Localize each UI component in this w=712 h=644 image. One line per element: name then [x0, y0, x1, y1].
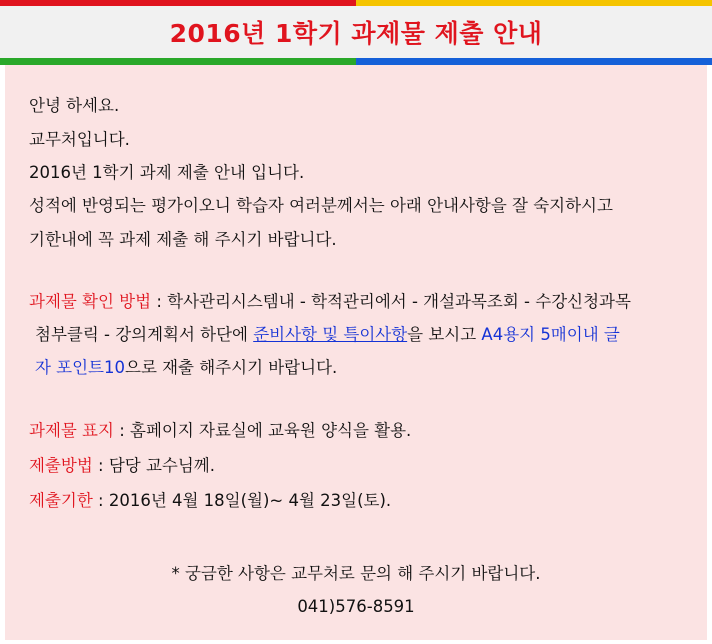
greeting-line: 안녕 하세요.	[29, 96, 120, 115]
confirm-method-attach: 첨부클릭 - 강의계획서 하단에	[35, 325, 254, 344]
deadline-sep: :	[92, 491, 109, 510]
deadline-label: 제출기한	[29, 491, 93, 510]
notice-intro-line: 2016년 1학기 과제 제출 안내 입니다.	[29, 163, 305, 182]
submit-method-label: 제출방법	[29, 456, 93, 475]
inquiry-line: * 궁금한 사항은 교무처로 문의 해 주시기 바랍니다.	[171, 564, 541, 583]
bottom-color-bar	[0, 58, 712, 65]
title-band	[0, 6, 712, 58]
confirm-method-label: 과제물 확인 방법	[29, 292, 152, 311]
submit-method-sep: :	[92, 456, 109, 475]
cover-text: 홈페이지 자료실에 교육원 양식을 활용.	[130, 421, 412, 440]
submit-method-text: 담당 교수님께.	[108, 456, 215, 475]
instruction-line-2: 기한내에 꼭 과제 제출 해 주시기 바랍니다.	[29, 230, 337, 249]
cover-line	[29, 420, 411, 442]
cover-label: 과제물 표지	[29, 421, 114, 440]
confirm-method-line-3	[35, 357, 337, 379]
confirm-method-sep: :	[151, 292, 168, 311]
instruction-line-1: 성적에 반영되는 평가이오니 학습자 여러분께서는 아래 안내사항을 잘 숙지하시고	[29, 196, 613, 215]
prep-notes-link[interactable]: 준비사항 및 특이사항	[253, 325, 408, 344]
cover-sep: :	[113, 421, 131, 440]
deadline-text: 2016년 4월 18일(월)~ 4월 23일(토).	[108, 491, 392, 510]
font-spec: 자 포인트10	[35, 358, 125, 377]
office-line: 교무처입니다.	[29, 130, 130, 149]
deadline-line	[29, 490, 391, 512]
submit-method-line	[29, 455, 215, 477]
confirm-method-mid: 을 보시고	[407, 325, 482, 344]
confirm-method-line-1	[29, 291, 631, 313]
bottom-bar-blue	[356, 58, 712, 65]
page-title: 2016년 1학기 과제물 제출 안내	[169, 19, 543, 48]
bottom-bar-green	[0, 58, 356, 65]
paper-spec: A4용지 5매이내 글	[481, 325, 620, 344]
notice-body	[5, 65, 707, 640]
phone-number: 041)576-8591	[297, 597, 415, 616]
confirm-method-line-2	[35, 324, 620, 346]
confirm-method-path: 학사관리시스템내 - 학적관리에서 - 개설과목조회 - 수강신청과목	[167, 292, 631, 311]
confirm-method-end: 으로 재출 해주시기 바랍니다.	[125, 358, 338, 377]
